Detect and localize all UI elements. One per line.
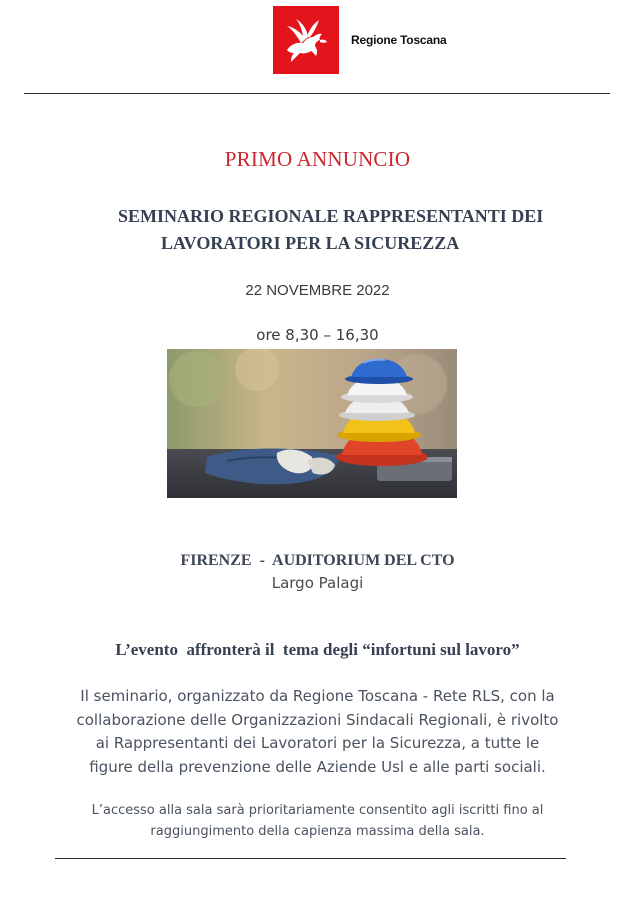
event-time: ore 8,30 – 16,30 xyxy=(256,326,379,344)
venue-address: Largo Palagi xyxy=(271,574,364,592)
top-divider xyxy=(24,93,610,94)
title-line-2: LAVORATORI PER LA SICUREZZA xyxy=(161,233,460,253)
brand-name: Regione Toscana xyxy=(351,33,447,47)
regione-toscana-logo xyxy=(273,6,339,74)
hard-hats-photo xyxy=(167,349,457,498)
title-line-1: SEMINARIO REGIONALE RAPPRESENTANTI DEI xyxy=(118,206,544,226)
venue-name: FIRENZE - AUDITORIUM DEL CTO xyxy=(180,552,455,569)
event-description: Il seminario, organizzato da Regione Toscana - Rete RLS, con la collaborazione delle Organizzazioni Sindacali Regionali, è rivolto ai Rappresentanti dei Lavoratori per la Sicurezza, a tutte le figure della prevenzione delle Aziende Usl e alle parti sociali. xyxy=(76,687,559,776)
event-headline: L’evento affronterà il tema degli “infortuni sul lavoro” xyxy=(115,640,520,659)
bottom-divider xyxy=(55,858,566,859)
access-note: L’accesso alla sala sarà prioritariamente consentito agli iscritti fino al raggiungimento della capienza massima della sala. xyxy=(91,803,544,839)
event-date: 22 NOVEMBRE 2022 xyxy=(245,282,390,299)
announcement-label: PRIMO ANNUNCIO xyxy=(224,147,411,171)
pegasus-logo-icon xyxy=(273,6,339,74)
